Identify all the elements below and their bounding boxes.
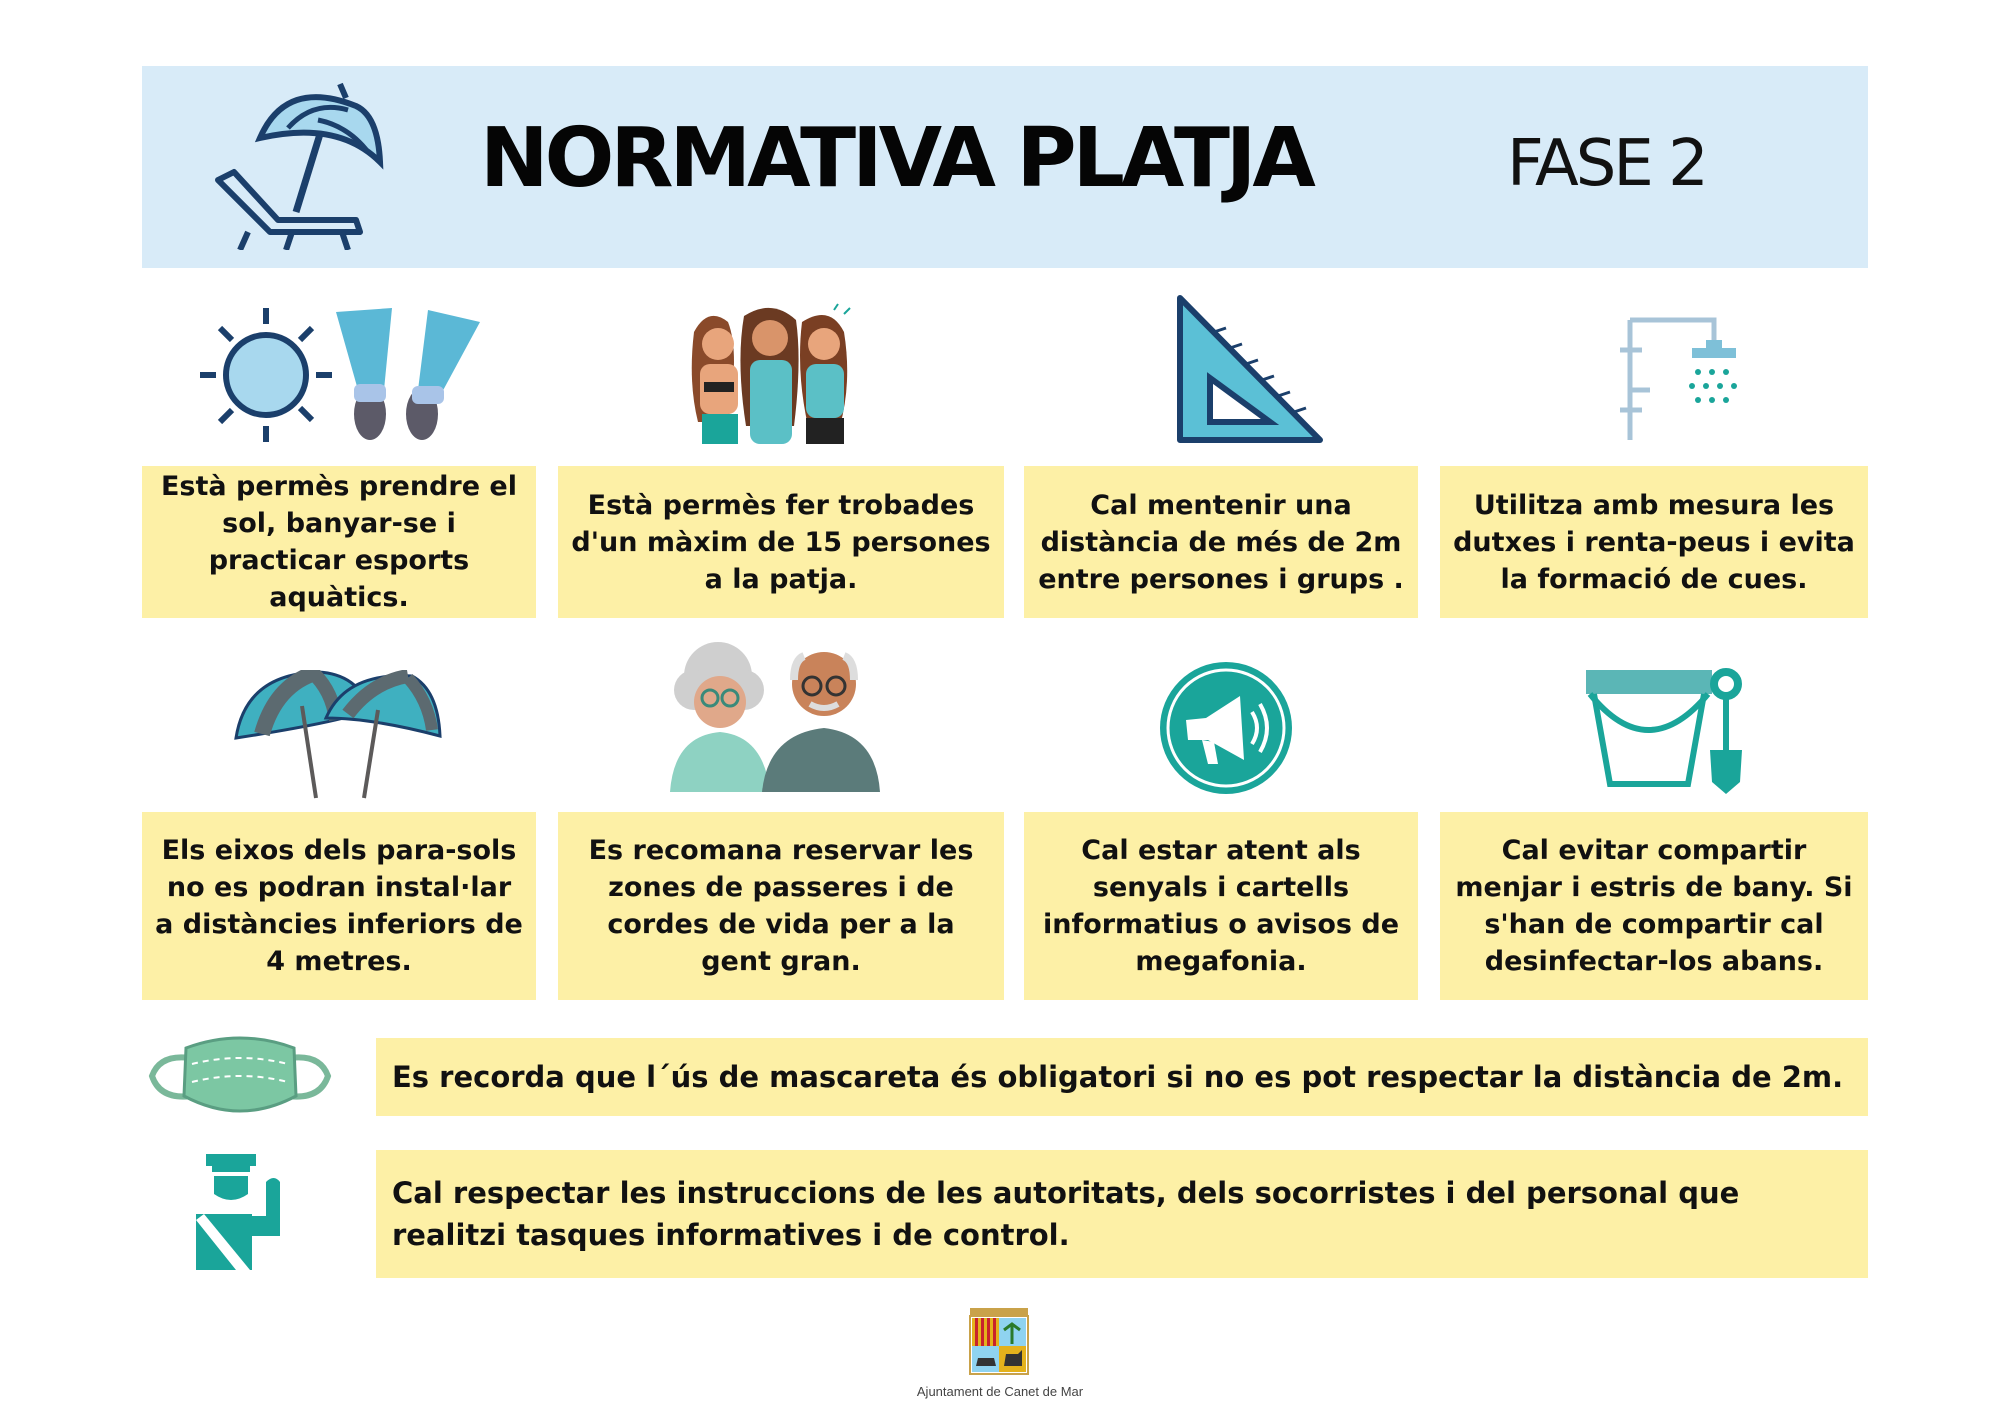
- rule-card-1: Està permès prendre el sol, banyar-se i practicar esports aquàtics.: [142, 466, 536, 618]
- elderly-couple-icon: [664, 640, 882, 792]
- group-of-women-icon: [684, 302, 860, 444]
- footer-text: Ajuntament de Canet de Mar: [916, 1384, 1084, 1399]
- beach-lounger-umbrella-icon: [208, 80, 398, 250]
- header-banner: [142, 66, 1868, 268]
- rule-card-6: Es recomana reservar les zones de passeres i de cordes de vida per a la gent gran.: [558, 812, 1004, 1000]
- rule-card-2: Està permès fer trobades d'un màxim de 15 persones a la patja.: [558, 466, 1004, 618]
- authorities-notice: Cal respectar les instruccions de les autoritats, dels socorristes i del personal que realitzi tasques informatives i de control.: [376, 1150, 1868, 1278]
- set-square-icon: [1174, 294, 1326, 446]
- megaphone-icon: [1158, 660, 1294, 796]
- face-mask-icon: [146, 1034, 334, 1120]
- page-title: NORMATIVA PLATJA: [480, 111, 1312, 206]
- mask-notice: Es recorda que l´ús de mascareta és obligatori si no es pot respectar la distància de 2m.: [376, 1038, 1868, 1116]
- sun-and-flippers-icon: [196, 304, 486, 446]
- rule-card-4: Utilitza amb mesura les dutxes i renta-peus i evita la formació de cues.: [1440, 466, 1868, 618]
- beach-umbrellas-icon: [232, 670, 444, 800]
- bucket-and-spade-icon: [1584, 666, 1750, 796]
- phase-label: FASE 2: [1507, 127, 1706, 201]
- rule-card-8: Cal evitar compartir menjar i estris de bany. Si s'han de compartir cal desinfectar-los abans.: [1440, 812, 1868, 1000]
- rule-card-7: Cal estar atent als senyals i cartells informatius o avisos de megafonia.: [1024, 812, 1418, 1000]
- police-officer-icon: [196, 1154, 296, 1270]
- rule-card-5: Els eixos dels para-sols no es podran instal·lar a distàncies inferiors de 4 metres.: [142, 812, 536, 1000]
- shower-icon: [1620, 314, 1750, 440]
- municipal-coat-of-arms-icon: [968, 1308, 1030, 1378]
- rule-card-3: Cal mentenir una distància de més de 2m entre persones i grups .: [1024, 466, 1418, 618]
